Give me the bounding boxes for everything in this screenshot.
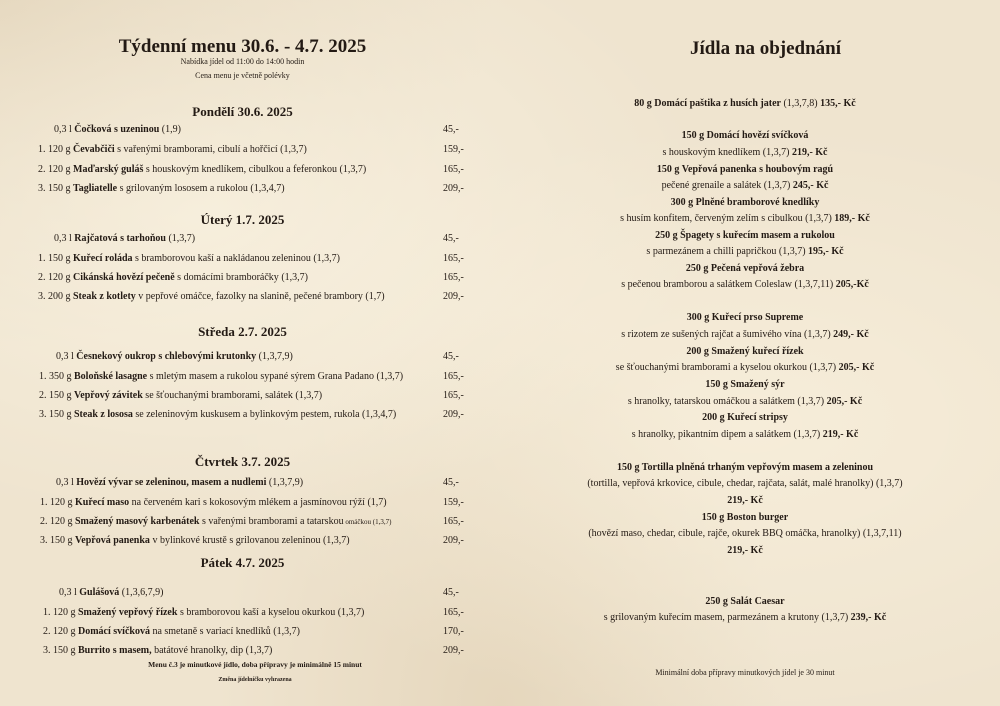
item-allergens: (1,3,6,7,9)	[119, 587, 164, 598]
a-la-carte-line	[575, 130, 915, 141]
item-allergens: (1,3,7)	[243, 645, 273, 656]
menu-item	[38, 253, 340, 264]
menu-item	[38, 272, 308, 283]
a-la-carte-line	[575, 462, 915, 473]
item-description: batátové hranolky, dip	[151, 645, 244, 656]
soup-included-note: Cena menu je včetně polévky	[195, 71, 290, 80]
item-portion: 2. 120 g	[38, 272, 73, 283]
item-price: 209,-	[443, 183, 464, 194]
item-allergens: (1,3,4,7)	[247, 183, 285, 194]
item-portion: 3. 150 g	[40, 535, 75, 546]
item-portion: 1. 350 g	[39, 371, 74, 382]
item-price: 209,-	[443, 645, 464, 656]
item-portion: 1. 120 g	[43, 607, 78, 618]
item-description: s bramborovou kaší a kyselou okurkou	[177, 607, 336, 618]
item-portion: 1. 120 g	[40, 497, 75, 508]
item-dish-name: Čevabčiči	[73, 144, 115, 155]
item-allergens: (1,3,4,7)	[359, 409, 397, 420]
item-description: s vařenými bramborami, cibulí a hořčicí	[114, 144, 278, 155]
item-price: 209,-	[443, 291, 464, 302]
dish-description: s grilovaným kuřecím masem, parmezánem a krutony (1,3,7)	[603, 612, 849, 623]
menu-item	[38, 144, 307, 155]
menu-item	[43, 626, 300, 637]
dish-price: 219,- Kč	[727, 545, 763, 556]
item-description: se šťouchanými bramborami, salátek	[142, 390, 293, 401]
item-allergens: (1,3,7)	[165, 233, 196, 244]
item-price: 165,-	[443, 607, 464, 618]
a-la-carte-line	[575, 180, 915, 191]
soup-item	[59, 587, 163, 598]
dish-title: 80 g Domácí paštika z husích jater	[634, 98, 781, 109]
dish-price: 249,- Kč	[830, 329, 869, 340]
item-price: 159,-	[443, 497, 464, 508]
dish-title: 150 g Smažený sýr	[705, 379, 785, 390]
item-portion: 2. 120 g	[40, 516, 75, 527]
item-description: na smetaně s variací knedlíků	[149, 626, 271, 637]
item-price: 45,-	[443, 351, 459, 362]
item-dish-name: Steak z kotlety	[73, 291, 136, 302]
item-description: na červeném kari s kokosovým mlékem a jasmínovou rýží	[129, 497, 365, 508]
dish-price: 219,- Kč	[789, 147, 828, 158]
menu-item	[43, 645, 272, 656]
item-allergens: (1,3,7)	[277, 144, 307, 155]
item-allergens: (1,9)	[159, 124, 181, 135]
item-dish-name: Smažený masový karbenátek	[75, 516, 200, 527]
day-heading: Pondělí 30.6. 2025	[192, 104, 293, 119]
item-portion: 2. 120 g	[38, 164, 73, 175]
dish-description: s houskovým knedlíkem (1,3,7)	[662, 147, 790, 158]
a-la-carte-line	[575, 429, 915, 440]
item-dish-name: Cikánská hovězí pečeně	[73, 272, 175, 283]
menu-item	[40, 535, 350, 546]
dish-title: 150 g Boston burger	[701, 512, 789, 523]
a-la-carte-line	[575, 478, 915, 489]
dish-title: 150 g Vepřová panenka s houbovým ragú	[656, 164, 834, 175]
a-la-carte-line	[575, 279, 915, 290]
preparation-note: Menu č.3 je minutkové jídlo, doba přípravy je minimálně 15 minut	[148, 660, 362, 669]
dish-description: s husím konfitem, červeným zelím s cibulkou (1,3,7)	[620, 213, 832, 224]
item-price: 165,-	[443, 164, 464, 175]
item-price: 45,-	[443, 124, 459, 135]
item-dish-name: Česnekový oukrop s chlebovými krutonky	[76, 351, 257, 362]
dish-title: 150 g Domácí hovězí svíčková	[681, 130, 809, 141]
item-portion: 3. 150 g	[39, 409, 74, 420]
dish-title: 250 g Salát Caesar	[705, 596, 785, 607]
a-la-carte-line	[575, 612, 915, 623]
a-la-carte-line	[575, 329, 915, 340]
dish-price: 189,- Kč	[831, 213, 870, 224]
a-la-carte-line	[575, 396, 915, 407]
item-dish-name: Gulášová	[79, 587, 120, 598]
dish-description: pečené grenaile a salátek (1,3,7)	[661, 180, 791, 191]
dish-price: 239,- Kč	[848, 612, 887, 623]
dish-price: 219,- Kč	[727, 495, 763, 506]
dish-price: 135,- Kč	[817, 98, 856, 109]
a-la-carte-line	[575, 412, 915, 423]
item-allergens: (1,7)	[364, 497, 387, 508]
item-allergens: (1,3,7)	[335, 607, 365, 618]
soup-item	[56, 351, 293, 362]
item-portion: 0,3 l	[56, 351, 77, 362]
a-la-carte-line	[575, 362, 915, 373]
dish-description: (hovězí maso, chedar, cibule, rajče, okurek BBQ omáčka, hranolky) (1,3,7,11)	[588, 528, 902, 539]
soup-item	[54, 124, 181, 135]
menu-item	[38, 183, 285, 194]
a-la-carte-line	[575, 147, 915, 158]
item-allergens: (1,7)	[362, 291, 385, 302]
a-la-carte-footer: Minimální doba přípravy minutkových jídel je 30 minut	[655, 668, 835, 677]
item-dish-name: Boloňské lasagne	[74, 371, 148, 382]
dish-description: (1,3,7,8)	[780, 98, 818, 109]
serving-hours: Nabídka jídel od 11:00 do 14:00 hodin	[180, 57, 305, 66]
item-portion: 2. 150 g	[39, 390, 74, 401]
item-allergens: (1,3,7)	[310, 253, 340, 264]
item-portion: 3. 150 g	[43, 645, 78, 656]
dish-description: s hranolky, pikantním dipem a salátkem (1,3,7)	[631, 429, 821, 440]
menu-item	[39, 409, 396, 420]
item-price: 45,-	[443, 477, 459, 488]
dish-price: 205,- Kč	[836, 362, 875, 373]
item-portion: 0,3 l	[54, 233, 75, 244]
item-dish-name: Maďarský guláš	[73, 164, 144, 175]
item-price: 165,-	[443, 371, 464, 382]
a-la-carte-line	[575, 312, 915, 323]
item-dish-name: Čočková s uzeninou	[74, 124, 160, 135]
dish-title: 200 g Smažený kuřecí řízek	[686, 346, 804, 357]
item-dish-name: Kuřecí maso	[75, 497, 130, 508]
item-price: 165,-	[443, 272, 464, 283]
item-allergens: (1,3,7)	[292, 390, 323, 401]
item-description: s domácími bramboráčky	[174, 272, 279, 283]
dish-description: s rizotem ze sušených rajčat a šumivého vína (1,3,7)	[621, 329, 831, 340]
dish-price: 205,-Kč	[833, 279, 869, 290]
dish-title: 150 g Tortilla plněná trhaným vepřovým masem a zeleninou	[616, 462, 874, 473]
weekly-menu-title: Týdenní menu 30.6. - 4.7. 2025	[118, 36, 367, 57]
dish-description: s pečenou bramborou a salátkem Coleslaw (1,3,7,11)	[621, 279, 834, 290]
item-price: 165,-	[443, 390, 464, 401]
dish-title: 300 g Plněné bramborové knedlíky	[670, 197, 820, 208]
a-la-carte-line	[575, 213, 915, 224]
item-dish-name: Kuřecí roláda	[73, 253, 133, 264]
item-price: 209,-	[443, 535, 464, 546]
item-description: v bylinkové krustě s grilovanou zeleninou	[149, 535, 321, 546]
item-allergens: (1,3,7)	[336, 164, 367, 175]
item-dish-name: Vepřová panenka	[75, 535, 150, 546]
item-price: 165,-	[443, 253, 464, 264]
item-allergens: (1,3,7)	[278, 272, 308, 283]
a-la-carte-line	[575, 263, 915, 274]
menu-item	[38, 164, 366, 175]
item-dish-name: Steak z lososa	[74, 409, 133, 420]
day-heading: Úterý 1.7. 2025	[200, 212, 285, 227]
dish-price: 205,- Kč	[824, 396, 863, 407]
menu-item	[40, 516, 391, 527]
item-allergens: (1,3,7)	[373, 371, 404, 382]
dish-price: 219,- Kč	[820, 429, 859, 440]
item-portion: 3. 200 g	[38, 291, 73, 302]
item-price: 45,-	[443, 587, 459, 598]
item-allergens: (1,3,7,9)	[256, 351, 293, 362]
item-portion: 1. 120 g	[38, 144, 73, 155]
item-description: se zeleninovým kuskusem a bylinkovým pestem, rukola	[132, 409, 360, 420]
item-portion: 0,3 l	[54, 124, 75, 135]
menu-item	[39, 390, 322, 401]
dish-title: 250 g Pečená vepřová žebra	[685, 263, 805, 274]
item-allergens: (1,3,7)	[320, 535, 350, 546]
a-la-carte-line	[575, 379, 915, 390]
item-price: 45,-	[443, 233, 459, 244]
item-description: s vařenými bramborami a tatarskou	[199, 516, 344, 527]
item-dish-name: Hovězí vývar se zeleninou, masem a nudlemi	[76, 477, 267, 488]
menu-item	[40, 497, 387, 508]
item-description-small: omáčkou (1,3,7)	[343, 518, 392, 526]
soup-item	[54, 233, 195, 244]
menu-item	[39, 371, 403, 382]
item-dish-name: Vepřový závitek	[74, 390, 143, 401]
item-description: s mletým masem a rukolou sypané sýrem Grana Padano	[147, 371, 374, 382]
day-heading: Pátek 4.7. 2025	[200, 555, 285, 570]
a-la-carte-line	[575, 346, 915, 357]
item-dish-name: Rajčatová s tarhoňou	[74, 233, 166, 244]
a-la-carte-line	[575, 596, 915, 607]
dish-description: (tortilla, vepřová krkovice, cibule, chedar, rajčata, salát, malé hranolky) (1,3,7)	[587, 478, 903, 489]
dish-title: 300 g Kuřecí prso Supreme	[686, 312, 804, 323]
dish-title: 200 g Kuřecí stripsy	[702, 412, 788, 423]
a-la-carte-line	[575, 512, 915, 523]
item-dish-name: Burrito s masem,	[78, 645, 152, 656]
item-portion: 2. 120 g	[43, 626, 78, 637]
day-heading: Středa 2.7. 2025	[198, 324, 287, 339]
item-dish-name: Tagliatelle	[73, 183, 118, 194]
item-price: 170,-	[443, 626, 464, 637]
a-la-carte-line	[575, 246, 915, 257]
item-description: s houskovým knedlíkem, cibulkou a feferonkou	[143, 164, 337, 175]
item-dish-name: Domácí svíčková	[78, 626, 150, 637]
dish-title: 250 g Špagety s kuřecím masem a rukolou	[655, 230, 835, 241]
menu-item	[38, 291, 385, 302]
item-description: s grilovaným lososem a rukolou	[117, 183, 248, 194]
a-la-carte-line	[575, 98, 915, 109]
item-portion: 0,3 l	[56, 477, 77, 488]
item-allergens: (1,3,7)	[270, 626, 300, 637]
dish-description: s parmezánem a chilli papričkou (1,3,7)	[646, 246, 806, 257]
item-price: 209,-	[443, 409, 464, 420]
item-allergens: (1,3,7,9)	[266, 477, 304, 488]
a-la-carte-title: Jídla na objednání	[690, 38, 841, 59]
a-la-carte-line	[575, 528, 915, 539]
item-portion: 0,3 l	[59, 587, 80, 598]
item-dish-name: Smažený vepřový řízek	[78, 607, 178, 618]
item-description: s bramborovou kaší a nakládanou zeleninou	[132, 253, 311, 264]
dish-description: se šťouchanými bramborami a kyselou okurkou (1,3,7)	[615, 362, 837, 373]
a-la-carte-line	[575, 545, 915, 556]
dish-price: 245,- Kč	[790, 180, 829, 191]
dish-price: 195,- Kč	[805, 246, 844, 257]
a-la-carte-line	[575, 495, 915, 506]
item-price: 165,-	[443, 516, 464, 527]
dish-description: s hranolky, tatarskou omáčkou a salátkem (1,3,7)	[627, 396, 825, 407]
item-price: 159,-	[443, 144, 464, 155]
item-portion: 1. 150 g	[38, 253, 73, 264]
a-la-carte-line	[575, 164, 915, 175]
item-portion: 3. 150 g	[38, 183, 73, 194]
a-la-carte-line	[575, 230, 915, 241]
a-la-carte-line	[575, 197, 915, 208]
menu-change-note: Změna jídelníčku vyhrazena	[218, 677, 292, 683]
menu-item	[43, 607, 364, 618]
item-description: v pepřové omáčce, fazolky na slanině, pečené brambory	[135, 291, 363, 302]
day-heading: Čtvrtek 3.7. 2025	[194, 454, 291, 469]
soup-item	[56, 477, 303, 488]
